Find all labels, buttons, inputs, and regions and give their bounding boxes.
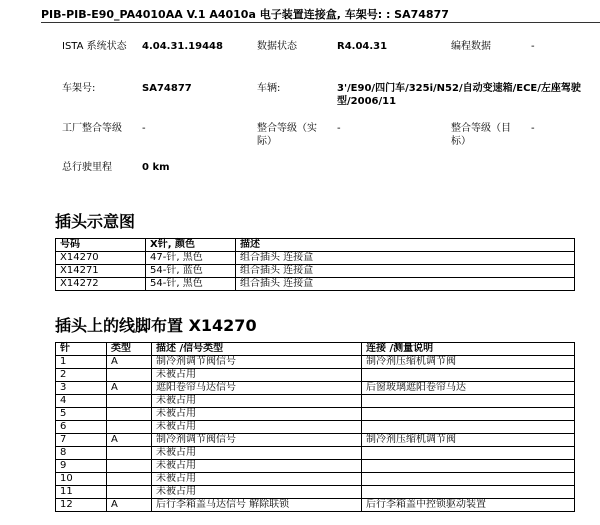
pin-signal-cell: 未被占用 [152,447,362,460]
pin-signal-cell: 制冷剂调节阀信号 [152,434,362,447]
pin-signal-cell: 未被占用 [152,408,362,421]
data-status-value: R4.04.31 [337,41,388,52]
pin-type-cell [107,421,152,434]
target-level-value: - [531,123,535,134]
title-divider [41,22,600,23]
connector-pins-cell: 54-针, 黑色 [146,278,236,291]
pin-signal-cell: 遮阳卷帘马达信号 [152,382,362,395]
connector-description-cell: 组合插头 连接盒 [236,265,575,278]
connector-number-cell: X14272 [56,278,146,291]
pin-row [56,421,575,434]
mileage-value: 0 km [142,162,170,173]
col-header-connection: 连接 /测量说明 [362,343,575,356]
pin-number-cell: 12 [56,499,107,512]
pin-number-cell: 1 [56,356,107,369]
vehicle-label: 车辆: [257,83,281,94]
pin-type-cell [107,486,152,499]
ista-label: ISTA 系统状态 [62,41,127,52]
pin-connection-cell [362,486,575,499]
pin-row [56,447,575,460]
pin-number-cell: 10 [56,473,107,486]
pin-number-cell: 11 [56,486,107,499]
connector-pins-cell: 47-针, 黑色 [146,252,236,265]
pin-connection-cell [362,408,575,421]
pin-signal-cell: 未被占用 [152,369,362,382]
pin-row [56,369,575,382]
connector-row [56,278,575,291]
pin-row [56,356,575,369]
pin-number-cell: 7 [56,434,107,447]
pin-row [56,460,575,473]
pin-number-cell: 5 [56,408,107,421]
pin-signal-cell: 未被占用 [152,395,362,408]
pin-signal-cell: 未被占用 [152,460,362,473]
pin-type-cell: A [107,434,152,447]
data-status-label: 数据状态 [257,41,297,52]
programming-value: - [531,41,535,52]
pin-type-cell: A [107,382,152,395]
col-header-description: 描述 [236,239,575,252]
pin-connection-cell: 后行李箱盖中控锁驱动装置 [362,499,575,512]
pin-connection-cell [362,447,575,460]
pin-signal-cell: 未被占用 [152,421,362,434]
pin-type-cell [107,447,152,460]
pin-row [56,395,575,408]
pin-signal-cell: 未被占用 [152,486,362,499]
factory-level-value: - [142,123,146,134]
pin-type-cell [107,473,152,486]
pin-signal-cell: 制冷剂调节阀信号 [152,356,362,369]
pin-signal-cell: 未被占用 [152,473,362,486]
vehicle-value: 3'/E90/四门车/325i/N52/自动变速箱/ECE/左座驾驶型/2006/11 [337,83,581,107]
pin-row [56,486,575,499]
pin-row [56,473,575,486]
pin-row [56,434,575,447]
pin-type-cell: A [107,499,152,512]
pin-connection-cell [362,473,575,486]
vin-label: 车架号: [62,83,96,94]
pin-type-cell [107,395,152,408]
col-header-type: 类型 [107,343,152,356]
pin-number-cell: 6 [56,421,107,434]
pin-type-cell [107,369,152,382]
pin-number-cell: 3 [56,382,107,395]
actual-level-value: - [337,123,341,134]
pin-section-title: 插头上的线脚布置 X14270 [55,316,257,335]
connector-row [56,252,575,265]
actual-level-label: 整合等级（实际） [257,123,317,147]
connector-description-cell: 组合插头 连接盒 [236,252,575,265]
connector-description-cell: 组合插头 连接盒 [236,278,575,291]
pin-assignment-table [55,342,575,512]
ista-value: 4.04.31.19448 [142,41,223,52]
col-header-pins-color: X针, 颜色 [146,239,236,252]
pin-number-cell: 4 [56,395,107,408]
document-title: PIB-PIB-E90_PA4010AA V.1 A4010a 电子装置连接盒, 车架号: : SA74877 [41,8,449,21]
pin-number-cell: 2 [56,369,107,382]
factory-level-label: 工厂整合等级 [62,123,122,134]
connector-row [56,265,575,278]
pin-type-cell: A [107,356,152,369]
pin-connection-cell [362,421,575,434]
connector-table [55,238,575,291]
pin-connection-cell [362,395,575,408]
connector-section-title: 插头示意图 [55,212,136,231]
target-level-label: 整合等级（目标） [451,123,511,147]
connector-pins-cell: 54-针, 蓝色 [146,265,236,278]
vin-value: SA74877 [142,83,192,94]
pin-connection-cell: 制冷剂压缩机调节阀 [362,356,575,369]
pin-connection-cell [362,460,575,473]
col-header-signal: 描述 /信号类型 [152,343,362,356]
pin-connection-cell: 制冷剂压缩机调节阀 [362,434,575,447]
pin-row [56,382,575,395]
programming-label: 编程数据 [451,41,491,52]
mileage-label: 总行驶里程 [62,162,112,173]
pin-connection-cell [362,369,575,382]
pin-signal-cell: 后行李箱盖马达信号 解除联锁 [152,499,362,512]
col-header-pin: 针 [56,343,107,356]
pin-type-cell [107,408,152,421]
connector-number-cell: X14271 [56,265,146,278]
pin-connection-cell: 后窗玻璃遮阳卷帘马达 [362,382,575,395]
pin-number-cell: 9 [56,460,107,473]
pin-number-cell: 8 [56,447,107,460]
pin-type-cell [107,460,152,473]
connector-number-cell: X14270 [56,252,146,265]
col-header-number: 号码 [56,239,146,252]
pin-row [56,499,575,512]
pin-row [56,408,575,421]
